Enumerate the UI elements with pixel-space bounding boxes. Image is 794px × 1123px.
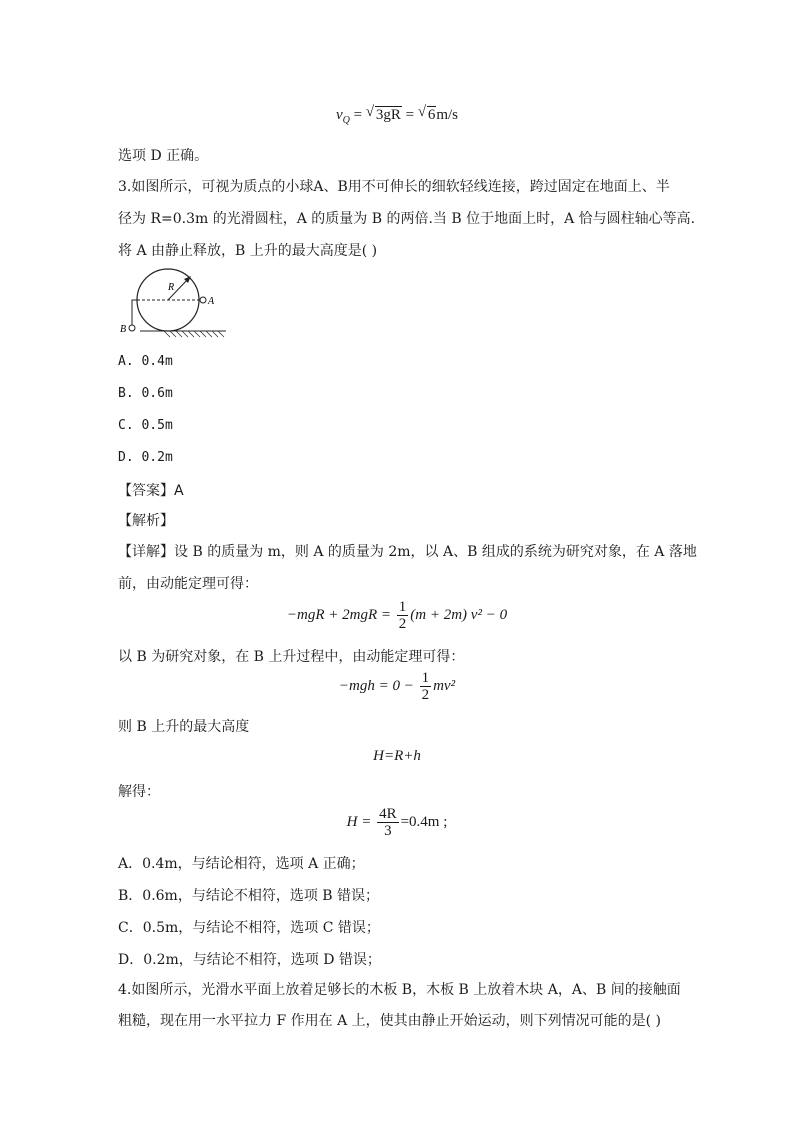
answer-tag: 【答案】 xyxy=(118,483,174,499)
eq3-text: H=R+h xyxy=(373,748,421,764)
answer-value: A xyxy=(174,483,184,499)
label-a: A xyxy=(208,296,215,307)
label-r: R xyxy=(168,282,175,293)
answer-line xyxy=(118,480,184,500)
ground-hatch xyxy=(164,331,224,337)
text-4: 解得： xyxy=(118,784,160,800)
ball-b xyxy=(129,325,135,331)
formula-eq: = xyxy=(353,107,363,123)
eq1-rhs: (m + 2m) v² − 0 xyxy=(410,606,508,623)
eq2-fraction xyxy=(420,670,432,703)
sqrt-2-radicand: 6 xyxy=(427,107,436,123)
formula-unit: m/s xyxy=(436,107,459,123)
detail-line2: 前，由动能定理可得： xyxy=(118,576,258,592)
option-b: B. 0.6m xyxy=(118,386,173,401)
eq2-den: 2 xyxy=(421,687,430,703)
conclusion-d: D．0.2m，与结论不相符，选项 D 错误； xyxy=(118,952,381,968)
detail-line1 xyxy=(118,541,697,561)
eq2-rhs: mv² xyxy=(433,677,456,694)
formula-v: v xyxy=(335,107,343,123)
formula-sub: Q xyxy=(342,115,350,126)
q3-line2: 径为 R=0.3m 的光滑圆柱，A 的质量为 B 的两倍.当 B 位于地面上时，A 恰与圆柱轴心等高. xyxy=(118,211,696,227)
detail-text1: 设 B 的质量为 m，则 A 的质量为 2m，以 A、B 组成的系统为研究对象，在 A 落地 xyxy=(174,544,697,560)
detail-tag: 【详解】 xyxy=(118,544,174,560)
sqrt-2 xyxy=(418,106,437,124)
equation-1 xyxy=(0,599,794,632)
eq4-fraction xyxy=(377,806,399,839)
eq2-lhs: −mgh = 0 − xyxy=(338,677,414,694)
string-line xyxy=(132,300,137,326)
label-b: B xyxy=(120,324,127,335)
eq1-num: 1 xyxy=(398,599,407,615)
text-3: 则 B 上升的最大高度 xyxy=(118,719,250,735)
option-a: A. 0.4m xyxy=(118,354,173,369)
formula-eq2: = xyxy=(405,107,415,123)
eq2-num: 1 xyxy=(421,670,430,686)
ball-a xyxy=(200,297,206,303)
equation-3 xyxy=(0,748,794,765)
conclusion-c: C．0.5m，与结论不相符，选项 C 错误； xyxy=(118,920,380,936)
equation-4 xyxy=(0,806,794,839)
eq4-lhs: H = xyxy=(346,813,372,830)
q3-line3: 将 A 由静止释放，B 上升的最大高度是( ) xyxy=(118,243,378,259)
sqrt-1 xyxy=(366,106,402,124)
q3-line1: 3.如图所示，可视为质点的小球A、B用不可伸长的细软轻线连接，跨过固定在地面上、半 xyxy=(118,179,670,195)
q4-line2: 粗糙，现在用一水平拉力 F 作用在 A 上，使其由静止开始运动，则下列情况可能的是( ) xyxy=(118,1013,661,1029)
cylinder-figure xyxy=(118,268,228,338)
sqrt-1-radicand: 3gR xyxy=(375,107,401,123)
eq4-den: 3 xyxy=(384,823,392,839)
analysis-tag: 【解析】 xyxy=(118,513,174,529)
eq1-lhs: −mgR + 2mgR = xyxy=(286,606,392,623)
option-c: C. 0.5m xyxy=(118,418,173,433)
equation-2 xyxy=(0,670,794,703)
conclusion-b: B．0.6m，与结论不相符，选项 B 错误； xyxy=(118,888,380,904)
text-2: 以 B 为研究对象，在 B 上升过程中，由动能定理可得： xyxy=(118,649,465,665)
eq4-num: 4R xyxy=(379,806,397,822)
option-d: D. 0.2m xyxy=(118,450,173,465)
prev-conclusion: 选项 D 正确。 xyxy=(118,148,209,164)
prev-formula xyxy=(0,106,794,126)
eq1-fraction xyxy=(397,599,409,632)
eq1-den: 2 xyxy=(398,616,407,632)
q4-line1: 4.如图所示，光滑水平面上放着足够长的木板 B，木板 B 上放着木块 A，A、B 间的接触面 xyxy=(118,982,681,998)
conclusion-a: A．0.4m，与结论相符，选项 A 正确； xyxy=(118,856,365,872)
eq4-rhs: =0.4m ; xyxy=(400,813,448,830)
